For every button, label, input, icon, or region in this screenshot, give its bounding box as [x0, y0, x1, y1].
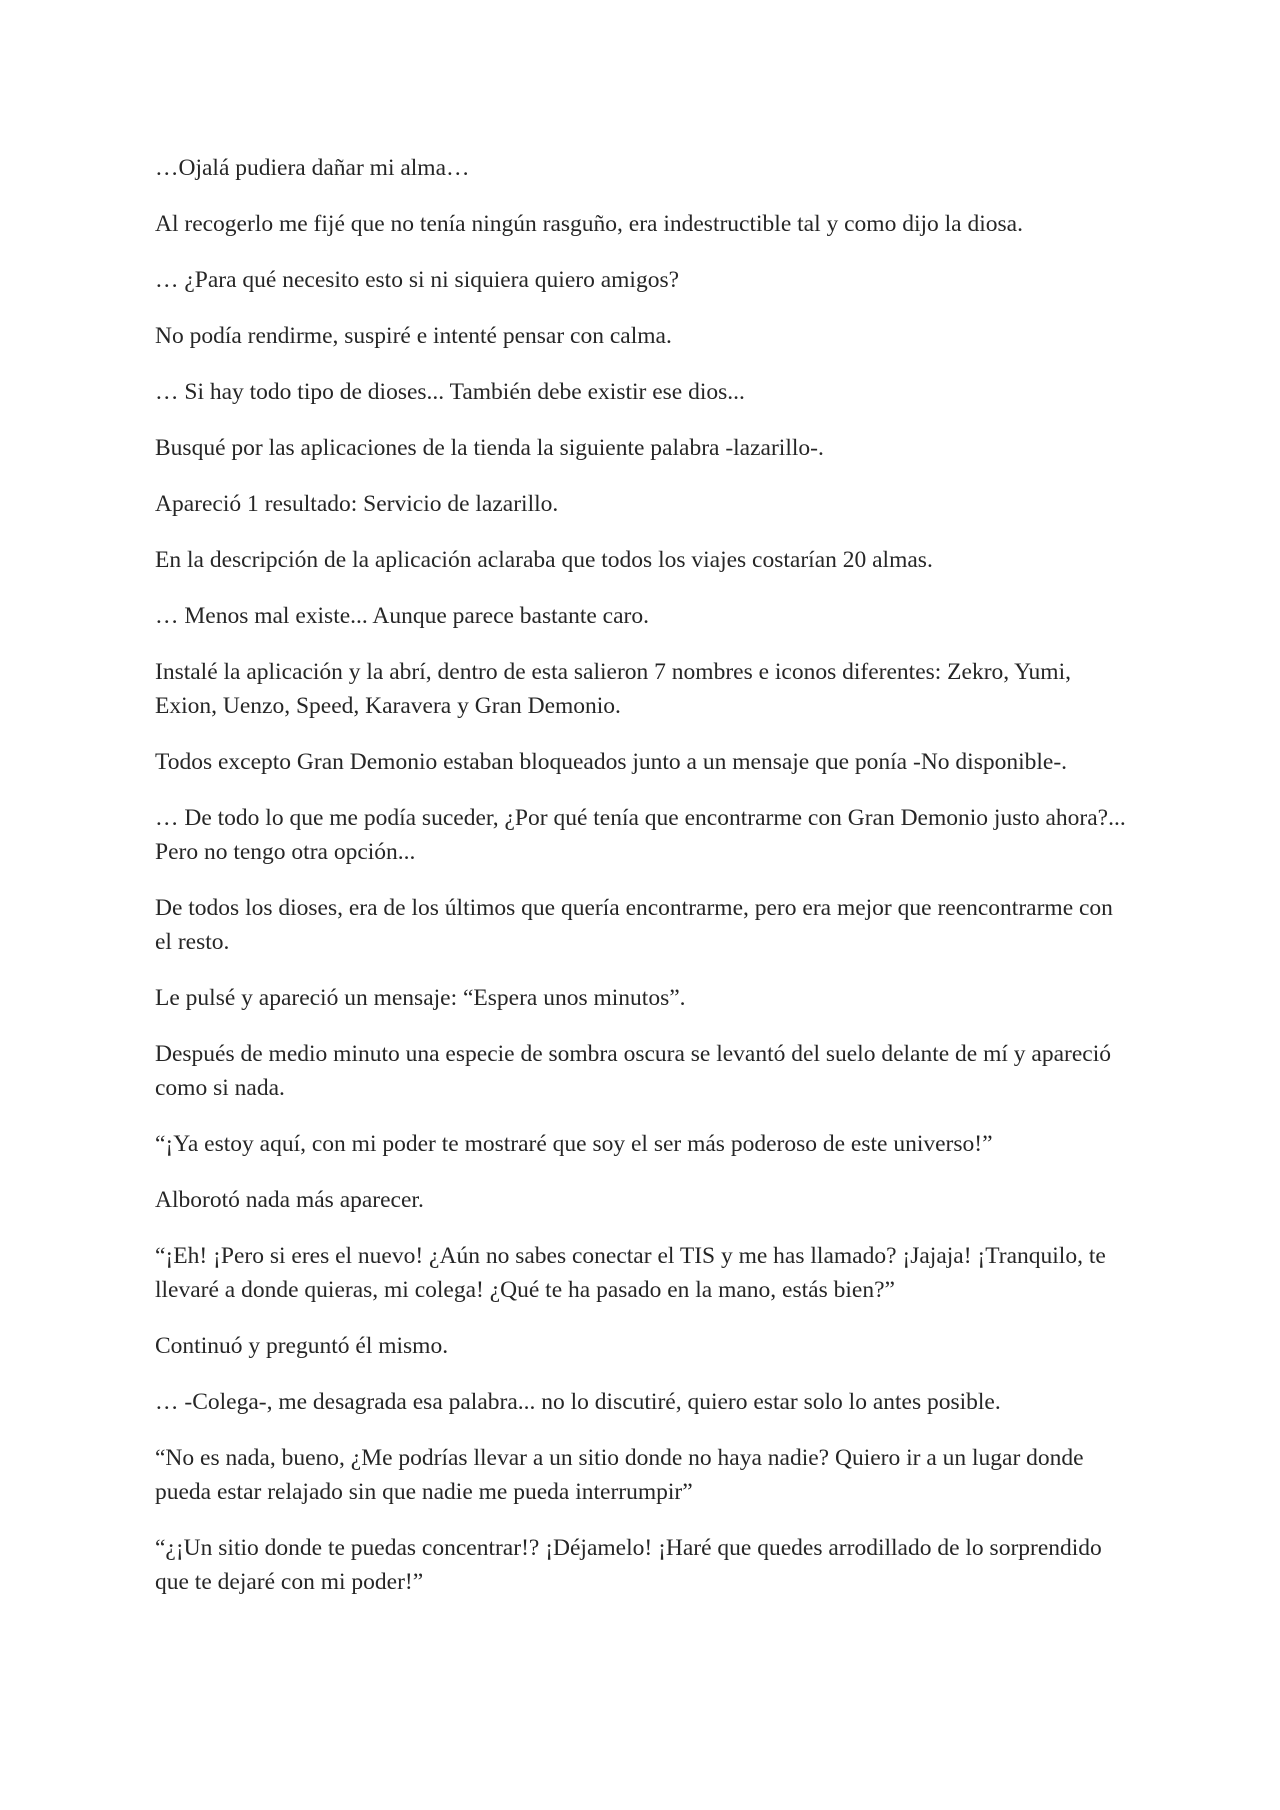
paragraph: En la descripción de la aplicación aclaraba que todos los viajes costarían 20 almas.	[155, 547, 933, 573]
paragraph: Todos excepto Gran Demonio estaban bloqueados junto a un mensaje que ponía -No disponible-.	[155, 749, 1068, 775]
paragraph: “No es nada, bueno, ¿Me podrías llevar a un sitio donde no haya nadie? Quiero ir a un lugar donde pueda estar relajado sin que nadie me pueda interrumpir”	[155, 1445, 1084, 1505]
paragraph: “¡Eh! ¡Pero si eres el nuevo! ¿Aún no sabes conectar el TIS y me has llamado? ¡Jajaja! ¡Tranquilo, te llevaré a donde quieras, mi colega! ¿Qué te ha pasado en la mano, estás bien?”	[155, 1243, 1106, 1303]
paragraph: No podía rendirme, suspiré e intenté pensar con calma.	[155, 323, 672, 349]
paragraph: “¿¡Un sitio donde te puedas concentrar!? ¡Déjamelo! ¡Haré que quedes arrodillado de lo sorprendido que te dejaré con mi poder!”	[155, 1535, 1102, 1595]
paragraph: Busqué por las aplicaciones de la tienda la siguiente palabra -lazarillo-.	[155, 435, 824, 461]
paragraph: “¡Ya estoy aquí, con mi poder te mostraré que soy el ser más poderoso de este universo!”	[155, 1131, 993, 1157]
paragraph: Alborotó nada más aparecer.	[155, 1187, 424, 1213]
paragraph: Apareció 1 resultado: Servicio de lazarillo.	[155, 491, 559, 517]
paragraph: Después de medio minuto una especie de sombra oscura se levantó del suelo delante de mí y apareció como si nada.	[155, 1041, 1111, 1101]
paragraph: … De todo lo que me podía suceder, ¿Por qué tenía que encontrarme con Gran Demonio justo ahora?... Pero no tengo otra opción...	[155, 805, 1126, 865]
paragraph: Al recogerlo me fijé que no tenía ningún rasguño, era indestructible tal y como dijo la diosa.	[155, 211, 1023, 237]
paragraph: De todos los dioses, era de los últimos que quería encontrarme, pero era mejor que reencontrarme con el resto.	[155, 895, 1113, 955]
paragraph: Le pulsé y apareció un mensaje: “Espera unos minutos”.	[155, 985, 686, 1011]
paragraph: …Ojalá pudiera dañar mi alma…	[155, 155, 470, 181]
paragraph: Continuó y preguntó él mismo.	[155, 1333, 449, 1359]
document-page	[155, 151, 1135, 1621]
paragraph: Instalé la aplicación y la abrí, dentro de esta salieron 7 nombres e iconos diferentes: Zekro, Yumi, Exion, Uenzo, Speed, Karavera y Gran Demonio.	[155, 659, 1071, 719]
paragraph: … ¿Para qué necesito esto si ni siquiera quiero amigos?	[155, 267, 680, 293]
paragraph: … Si hay todo tipo de dioses... También debe existir ese dios...	[155, 379, 745, 405]
paragraph: … -Colega-, me desagrada esa palabra... no lo discutiré, quiero estar solo lo antes posible.	[155, 1389, 1001, 1415]
paragraph: … Menos mal existe... Aunque parece bastante caro.	[155, 603, 649, 629]
